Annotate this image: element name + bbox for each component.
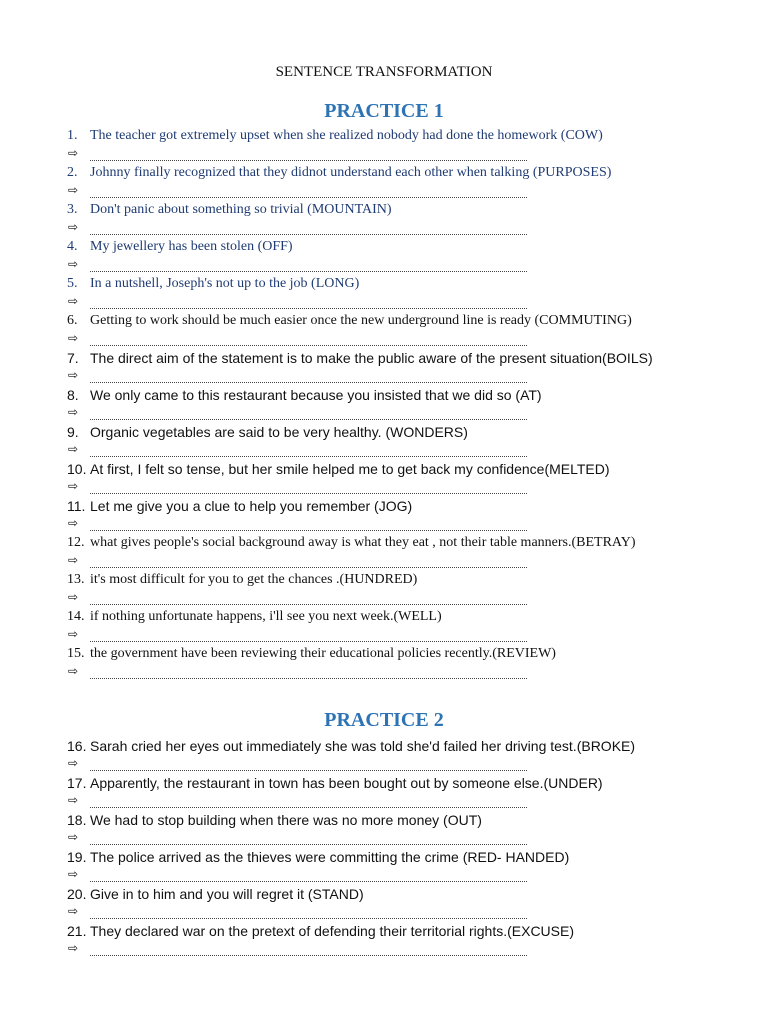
answer-line[interactable] — [90, 938, 527, 956]
exercise-item — [0, 164, 768, 201]
item-number: 16. — [67, 738, 87, 754]
exercise-item — [0, 571, 768, 608]
exercise-item — [0, 534, 768, 571]
answer-line[interactable] — [90, 550, 527, 568]
exercise-item — [0, 608, 768, 645]
answer-arrow-icon: ⇨ — [68, 756, 79, 770]
answer-arrow-icon: ⇨ — [68, 257, 79, 271]
exercise-item — [0, 127, 768, 164]
item-sentence: what gives people's social background away is what they eat , not their table manners.(BETRAY) — [90, 535, 636, 550]
answer-arrow-icon: ⇨ — [68, 941, 79, 955]
exercise-item — [0, 460, 768, 497]
item-number: 14. — [67, 609, 85, 624]
item-number: 19. — [67, 849, 87, 865]
answer-arrow-icon: ⇨ — [68, 904, 79, 918]
answer-line[interactable] — [90, 587, 527, 605]
item-sentence: We only came to this restaurant because you insisted that we did so (AT) — [90, 387, 542, 403]
item-sentence: Getting to work should be much easier once the new underground line is ready (COMMUTING) — [90, 313, 632, 328]
answer-arrow-icon: ⇨ — [68, 516, 79, 530]
answer-line[interactable] — [90, 365, 527, 383]
answer-arrow-icon: ⇨ — [68, 146, 79, 160]
answer-arrow-icon: ⇨ — [68, 368, 79, 382]
answer-arrow-icon: ⇨ — [68, 479, 79, 493]
exercise-item — [0, 497, 768, 534]
item-number: 13. — [67, 572, 85, 587]
answer-arrow-icon: ⇨ — [68, 590, 79, 604]
item-sentence: Don't panic about something so trivial (MOUNTAIN) — [90, 202, 392, 217]
answer-line[interactable] — [90, 901, 527, 919]
exercise-item — [0, 885, 768, 922]
answer-line[interactable] — [90, 864, 527, 882]
answer-line[interactable] — [90, 827, 527, 845]
item-sentence: Johnny finally recognized that they didnot understand each other when talking (PURPOSES) — [90, 165, 612, 180]
answer-arrow-icon: ⇨ — [68, 405, 79, 419]
item-sentence: it's most difficult for you to get the chances .(HUNDRED) — [90, 572, 418, 587]
exercise-item — [0, 423, 768, 460]
item-sentence: The teacher got extremely upset when she realized nobody had done the homework (COW) — [90, 128, 603, 143]
exercise-item — [0, 848, 768, 885]
answer-line[interactable] — [90, 217, 527, 235]
answer-line[interactable] — [90, 143, 527, 161]
item-number: 20. — [67, 886, 87, 902]
answer-line[interactable] — [90, 513, 527, 531]
answer-line[interactable] — [90, 180, 527, 198]
item-sentence: Give in to him and you will regret it (STAND) — [90, 886, 364, 902]
exercise-item — [0, 811, 768, 848]
answer-arrow-icon: ⇨ — [68, 294, 79, 308]
exercise-item — [0, 238, 768, 275]
answer-arrow-icon: ⇨ — [68, 183, 79, 197]
answer-line[interactable] — [90, 439, 527, 457]
item-number: 11. — [67, 498, 86, 514]
answer-line[interactable] — [90, 402, 527, 420]
item-number: 3. — [67, 202, 78, 217]
item-sentence: Sarah cried her eyes out immediately she was told she'd failed her driving test.(BROKE) — [90, 738, 636, 754]
item-number: 21. — [67, 923, 87, 939]
exercise-item — [0, 737, 768, 774]
item-number: 8. — [67, 387, 79, 403]
item-number: 15. — [67, 646, 85, 661]
answer-line[interactable] — [90, 254, 527, 272]
item-number: 2. — [67, 165, 78, 180]
exercise-item — [0, 774, 768, 811]
item-sentence: The direct aim of the statement is to make the public aware of the present situation(BOILS) — [90, 350, 653, 366]
item-number: 5. — [67, 276, 78, 291]
item-number: 9. — [67, 424, 79, 440]
item-number: 18. — [67, 812, 87, 828]
item-sentence: At first, I felt so tense, but her smile helped me to get back my confidence(MELTED) — [90, 461, 610, 477]
answer-arrow-icon: ⇨ — [68, 793, 79, 807]
item-sentence: They declared war on the pretext of defending their territorial rights.(EXCUSE) — [90, 923, 575, 939]
exercise-item — [0, 201, 768, 238]
exercise-item — [0, 275, 768, 312]
item-sentence: the government have been reviewing their educational policies recently.(REVIEW) — [90, 646, 556, 661]
answer-arrow-icon: ⇨ — [68, 553, 79, 567]
item-sentence: We had to stop building when there was no more money (OUT) — [90, 812, 482, 828]
answer-line[interactable] — [90, 790, 527, 808]
item-number: 10. — [67, 461, 87, 477]
answer-arrow-icon: ⇨ — [68, 664, 79, 678]
answer-arrow-icon: ⇨ — [68, 867, 79, 881]
item-number: 17. — [67, 775, 87, 791]
exercise-item — [0, 645, 768, 682]
item-sentence: Apparently, the restaurant in town has been bought out by someone else.(UNDER) — [90, 775, 603, 791]
item-sentence: Organic vegetables are said to be very healthy. (WONDERS) — [90, 424, 468, 440]
item-sentence: if nothing unfortunate happens, i'll see you next week.(WELL) — [90, 609, 442, 624]
item-sentence: In a nutshell, Joseph's not up to the job (LONG) — [90, 276, 360, 291]
item-sentence: The police arrived as the thieves were committing the crime (RED- HANDED) — [90, 849, 570, 865]
item-number: 4. — [67, 239, 78, 254]
practice-1-heading: PRACTICE 1 — [324, 100, 444, 122]
exercise-item — [0, 349, 768, 386]
practice-2-list — [0, 737, 768, 959]
answer-line[interactable] — [90, 753, 527, 771]
item-number: 6. — [67, 313, 78, 328]
answer-line[interactable] — [90, 328, 527, 346]
item-sentence: My jewellery has been stolen (OFF) — [90, 239, 293, 254]
answer-arrow-icon: ⇨ — [68, 331, 79, 345]
exercise-item — [0, 386, 768, 423]
answer-line[interactable] — [90, 291, 527, 309]
answer-arrow-icon: ⇨ — [68, 627, 79, 641]
answer-line[interactable] — [90, 624, 527, 642]
item-number: 12. — [67, 535, 85, 550]
answer-arrow-icon: ⇨ — [68, 830, 79, 844]
exercise-item — [0, 922, 768, 959]
document-title: SENTENCE TRANSFORMATION — [275, 64, 493, 80]
answer-arrow-icon: ⇨ — [68, 220, 79, 234]
answer-line[interactable] — [90, 661, 527, 679]
item-number: 1. — [67, 128, 78, 143]
exercise-item — [0, 312, 768, 349]
answer-line[interactable] — [90, 476, 527, 494]
practice-1-list — [0, 127, 768, 682]
item-number: 7. — [67, 350, 79, 366]
answer-arrow-icon: ⇨ — [68, 442, 79, 456]
item-sentence: Let me give you a clue to help you remember (JOG) — [90, 498, 413, 514]
practice-2-heading: PRACTICE 2 — [324, 709, 444, 731]
